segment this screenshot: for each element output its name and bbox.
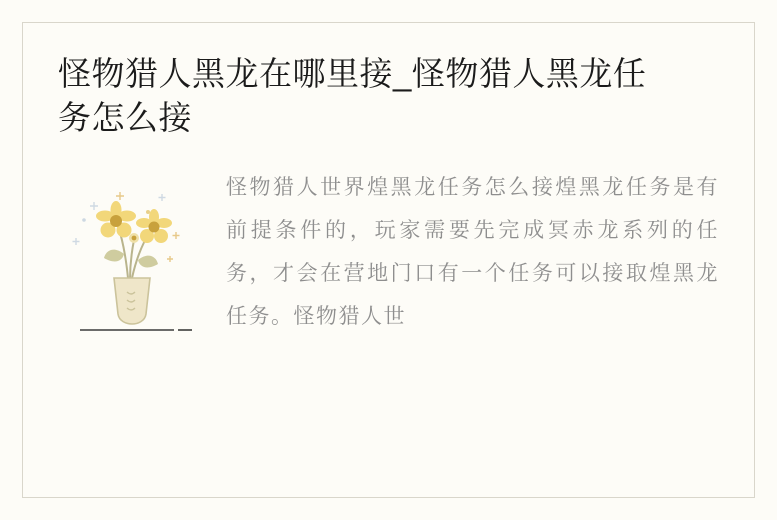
article-paragraph: 怪物猎人世界煌黑龙任务怎么接煌黑龙任务是有前提条件的，玩家需要先完成冥赤龙系列的任务，才会在营地门口有一个任务可以接取煌黑龙任务。怪物猎人世 [226,175,719,328]
article-content [58,52,719,480]
flower-vase-illustration [58,174,210,344]
article-body-area [58,166,719,344]
page-title: 怪物猎人黑龙在哪里接_怪物猎人黑龙任务怎么接 [58,55,647,136]
